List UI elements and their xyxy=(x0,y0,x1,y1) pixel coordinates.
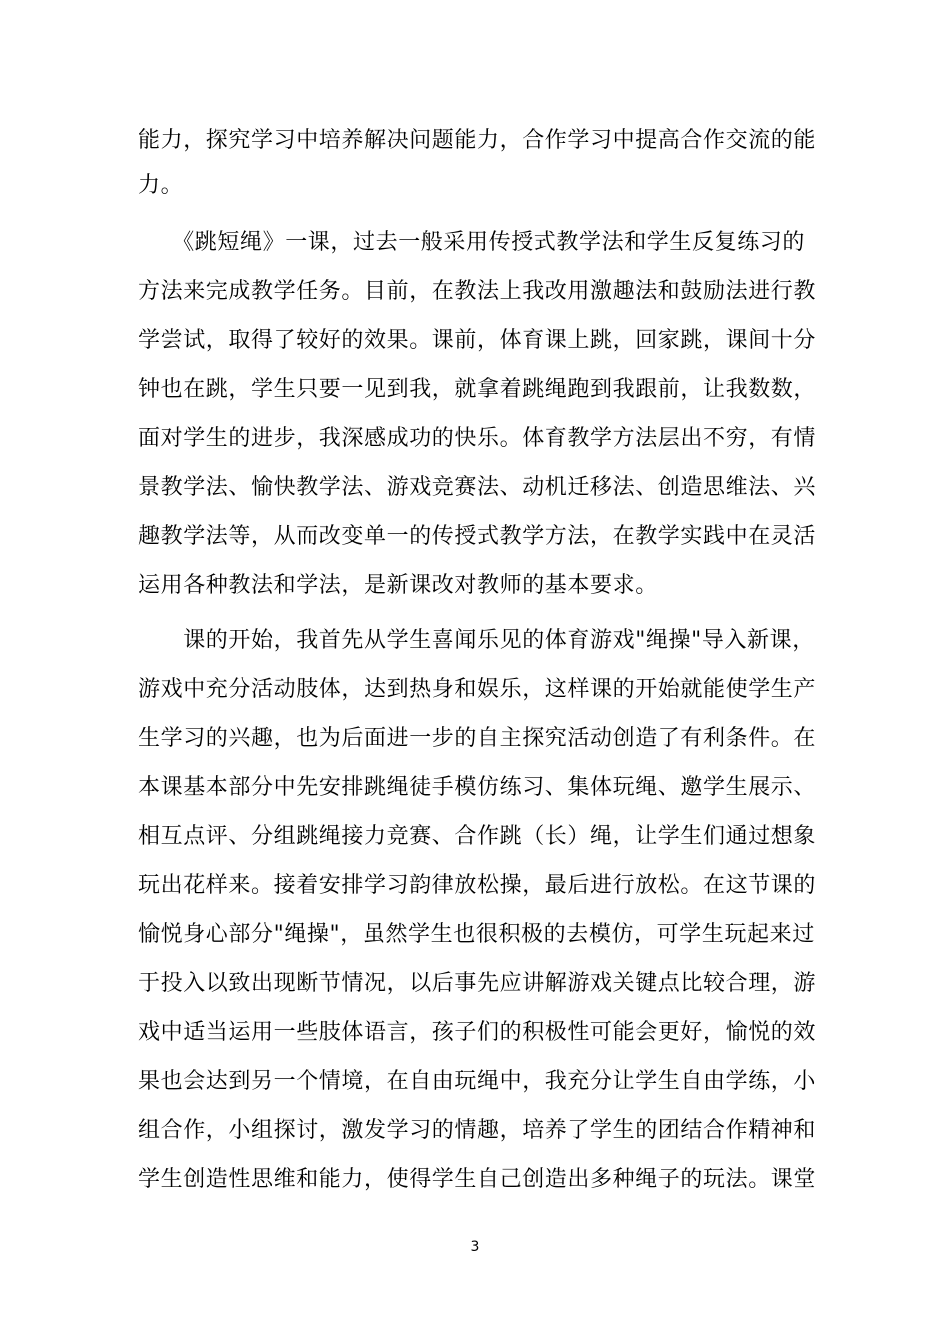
text-line: 趣教学法等，从而改变单一的传授式教学方法，在教学实践中在灵活 xyxy=(138,524,817,549)
text-line: 愉悦身心部分"绳操"，虽然学生也很积极的去模仿，可学生玩起来过 xyxy=(138,922,815,947)
text-line: 果也会达到另一个情境，在自由玩绳中，我充分让学生自由学练，小 xyxy=(138,1069,817,1094)
text-line: 运用各种教法和学法，是新课改对教师的基本要求。 xyxy=(138,573,658,598)
text-line: 学生创造性思维和能力，使得学生自己创造出多种绳子的玩法。课堂 xyxy=(138,1167,817,1192)
text-line: 《跳短绳》一课，过去一般采用传授式教学法和学生反复练习的 xyxy=(138,230,806,255)
text-line: 本课基本部分中先安排跳绳徒手模仿练习、集体玩绳、邀学生展示、 xyxy=(138,775,817,800)
text-line: 面对学生的进步，我深感成功的快乐。体育教学方法层出不穷，有情 xyxy=(138,426,817,451)
text-line: 方法来完成教学任务。目前，在教法上我改用激趣法和鼓励法进行教 xyxy=(138,279,817,304)
text-line: 戏中适当运用一些肢体语言，孩子们的积极性可能会更好，愉悦的效 xyxy=(138,1020,817,1045)
text-line: 力。 xyxy=(138,173,184,198)
text-line: 组合作，小组探讨，激发学习的情趣，培养了学生的团结合作精神和 xyxy=(138,1118,817,1143)
text-line: 景教学法、愉快教学法、游戏竞赛法、动机迁移法、创造思维法、兴 xyxy=(138,475,817,500)
text-line: 课的开始，我首先从学生喜闻乐见的体育游戏"绳操"导入新课， xyxy=(138,628,815,653)
text-line: 能力，探究学习中培养解决问题能力，合作学习中提高合作交流的能 xyxy=(138,128,817,153)
text-line: 学尝试，取得了较好的效果。课前，体育课上跳，回家跳，课间十分 xyxy=(138,328,817,353)
text-line: 玩出花样来。接着安排学习韵律放松操，最后进行放松。在这节课的 xyxy=(138,873,817,898)
text-line: 于投入以致出现断节情况，以后事先应讲解游戏关键点比较合理，游 xyxy=(138,971,817,996)
page-number: 3 xyxy=(470,1239,480,1255)
text-line: 游戏中充分活动肢体，达到热身和娱乐，这样课的开始就能使学生产 xyxy=(138,677,817,702)
text-line: 相互点评、分组跳绳接力竞赛、合作跳（长）绳，让学生们通过想象 xyxy=(138,824,817,849)
text-line: 生学习的兴趣，也为后面进一步的自主探究活动创造了有利条件。在 xyxy=(138,726,817,751)
text-line: 钟也在跳，学生只要一见到我，就拿着跳绳跑到我跟前，让我数数， xyxy=(138,377,817,402)
